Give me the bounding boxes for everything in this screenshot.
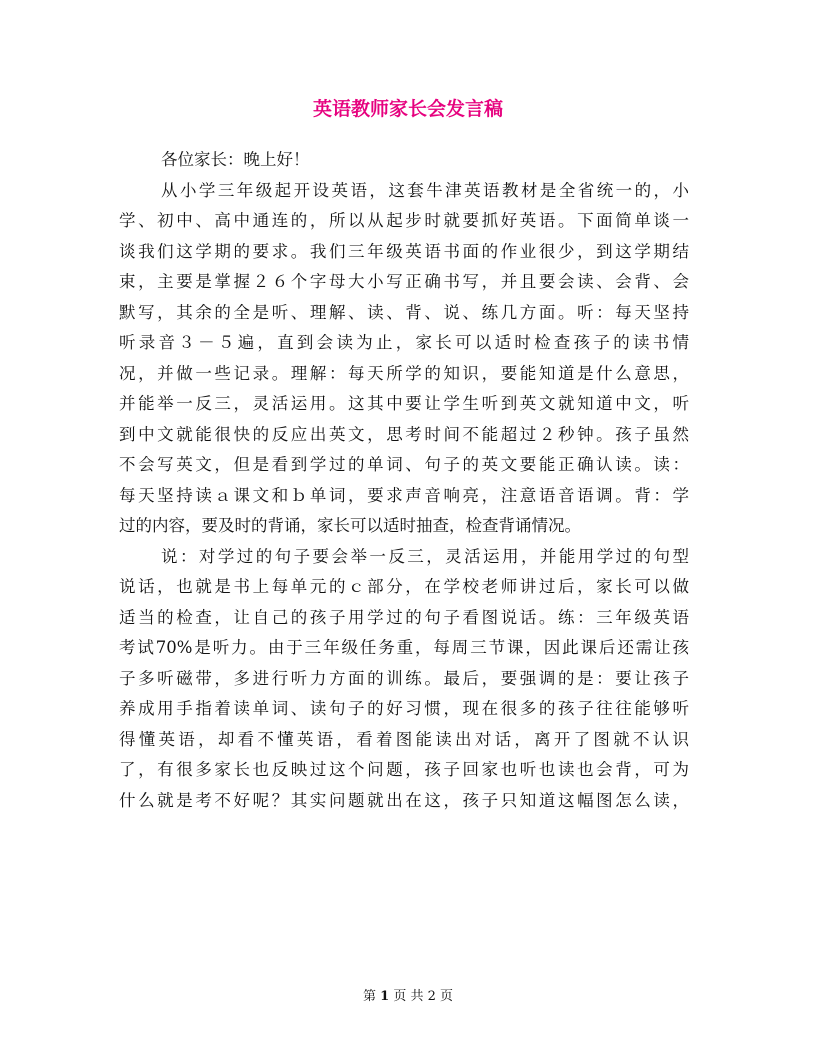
text-line: 谈我们这学期的要求。我们三年级英语书面的作业很少，到这学期结 bbox=[119, 241, 689, 261]
footer-prefix: 第 bbox=[362, 989, 376, 1004]
document-body bbox=[119, 145, 689, 816]
text-line: 听录音３－５遍，直到会读为止，家长可以适时检查孩子的读书情 bbox=[119, 333, 689, 352]
page-footer bbox=[0, 988, 816, 1006]
text-line: 从小学三年级起开设英语，这套牛津英语教材是全省统一的，小 bbox=[161, 180, 689, 200]
text-line: 并能举一反三，灵活运用。这其中要让学生听到英文就知道中文，听 bbox=[119, 394, 689, 413]
text-line: 束，主要是掌握２６个字母大小写正确书写，并且要会读、会背、会 bbox=[119, 272, 689, 291]
text-line: 学、初中、高中通连的，所以从起步时就要抓好英语。下面简单谈一 bbox=[119, 211, 689, 230]
total-pages-number: 2 bbox=[427, 989, 436, 1004]
text-line: 考试70%是听力。由于三年级任务重，每周三节课，因此课后还需让孩 bbox=[119, 638, 689, 657]
text-line: 默写，其余的全是听、理解、读、背、说、练几方面。听：每天坚持 bbox=[119, 302, 689, 322]
document-title: 英语教师家长会发言稿 bbox=[312, 98, 503, 120]
text-line: 了，有很多家长也反映过这个问题，孩子回家也听也读也会背，可为 bbox=[119, 760, 689, 779]
text-line: 什么就是考不好呢？其实问题就出在这，孩子只知道这幅图怎么读， bbox=[119, 790, 689, 810]
text-line: 每天坚持读ａ课文和ｂ单词，要求声音响亮，注意语音语调。背：学 bbox=[119, 485, 689, 505]
text-line: 各位家长：晚上好！ bbox=[161, 150, 310, 169]
text-line: 适当的检查，让自己的孩子用学过的句子看图说话。练：三年级英语 bbox=[119, 607, 689, 627]
text-line: 说话，也就是书上每单元的ｃ部分，在学校老师讲过后，家长可以做 bbox=[119, 577, 689, 596]
current-page-number: 1 bbox=[380, 989, 390, 1004]
text-line: 过的内容，要及时的背诵，家长可以适时抽查，检查背诵情况。 bbox=[119, 516, 581, 535]
text-line: 养成用手指着读单词、读句子的好习惯，现在很多的孩子往往能够听 bbox=[119, 699, 689, 718]
text-line: 说：对学过的句子要会举一反三，灵活运用，并能用学过的句型 bbox=[161, 546, 689, 566]
footer-suffix: 页 bbox=[440, 989, 454, 1004]
text-line: 况，并做一些记录。理解：每天所学的知识，要能知道是什么意思， bbox=[119, 363, 689, 383]
text-line: 子多听磁带，多进行听力方面的训练。最后，要强调的是：要让孩子 bbox=[119, 668, 689, 688]
text-line: 得懂英语，却看不懂英语，看着图能读出对话，离开了图就不认识 bbox=[119, 729, 689, 749]
text-line: 到中文就能很快的反应出英文，思考时间不能超过２秒钟。孩子虽然 bbox=[119, 424, 689, 444]
text-line: 不会写英文，但是看到学过的单词、句子的英文要能正确认读。读： bbox=[119, 455, 689, 474]
footer-middle: 页 共 bbox=[393, 989, 424, 1004]
